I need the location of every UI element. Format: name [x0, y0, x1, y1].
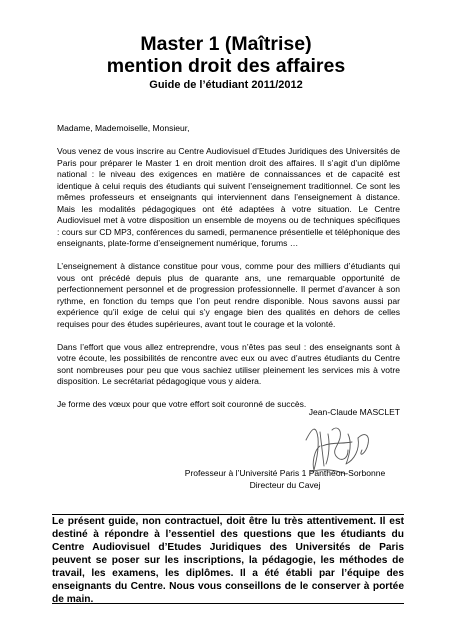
paragraph-3: Dans l’effort que vous allez entreprendre, vous n’êtes pas seul : des enseignants sont à votre écoute, les possibilités de rencontre avec eux ou avec d’autres étudiants du Centre sont nombreuses pour peu que vous sachiez utiliser pleinement les services mis à votre disposition. Le secrétariat pédagogique vous y aidera. — [57, 341, 400, 386]
letter-body — [57, 123, 400, 422]
page-title-line2: mention droit des affaires — [106, 55, 346, 77]
page-title: Master 1 (Maîtrise) — [140, 33, 312, 55]
signatory-name: Jean-Claude MASCLET — [308, 407, 400, 417]
closing-line: Je forme des vœux pour que votre effort soit couronné de succès. — [57, 399, 307, 409]
signatory-title — [170, 468, 400, 491]
page-subtitle: Guide de l’étudiant 2011/2012 — [149, 79, 303, 91]
notice-bottom-rule — [52, 603, 404, 604]
paragraph-1: Vous venez de vous inscrire au Centre Audiovisuel d’Etudes Juridiques des Universités de Paris pour préparer le Master 1 en droit mention droit des affaires. Il s’agit d’un diplôme national : le niveau des exigences en matière de connaissances et de capacité est identique à celui requis des étudiants qui suivent l’enseignement traditionnel. Ce sont les mêmes professeurs et enseignants qui interviennent dans l’enseignement à distance. Mais les modalités pédagogiques ont été adaptées à votre situation. Le Centre Audiovisuel met à votre disposition un ensemble de moyens ou de techniques spécifiques : cours sur CD MP3, conférences du samedi, permanence présentielle et téléphonique des enseignants, plate-forme d’enseignement numérique, forums … — [57, 146, 401, 248]
signatory-role-line2: Directeur du Cavej — [249, 479, 321, 490]
salutation: Madame, Mademoiselle, Monsieur, — [57, 123, 190, 133]
paragraph-2: L’enseignement à distance constitue pour vous, comme pour des milliers d’étudiants qui vous ont précédé depuis plus de quarante ans, une remarquable opportunité de perfectionnement personnel et de progression professionnelle. Il permet d’avancer à son rythme, en fonction du temps que l’on peut rendre disponible. Nous savons aussi par expérience qu’il exige de celui qui s’y engage bien des qualités en dehors de celles requises pour des études supérieures, avant tout le courage et la volonté. — [57, 261, 400, 329]
notice-box: Le présent guide, non contractuel, doit être lu très attentivement. Il est destiné à répondre à l’essentiel des questions que les étudiants du Centre Audiovisuel d’Etudes Juridiques des Universités de Paris peuvent se poser sur les inscriptions, la pédagogie, les méthodes de travail, les examens, les diplômes. Il a été établi par l’équipe des enseignants du Centre. Nous vous conseillons de le conserver à portée de main. — [52, 516, 404, 605]
signatory-role-line1: Professeur à l’Université Paris 1 Panthéon-Sorbonne — [184, 468, 386, 478]
signature-block — [57, 407, 400, 490]
